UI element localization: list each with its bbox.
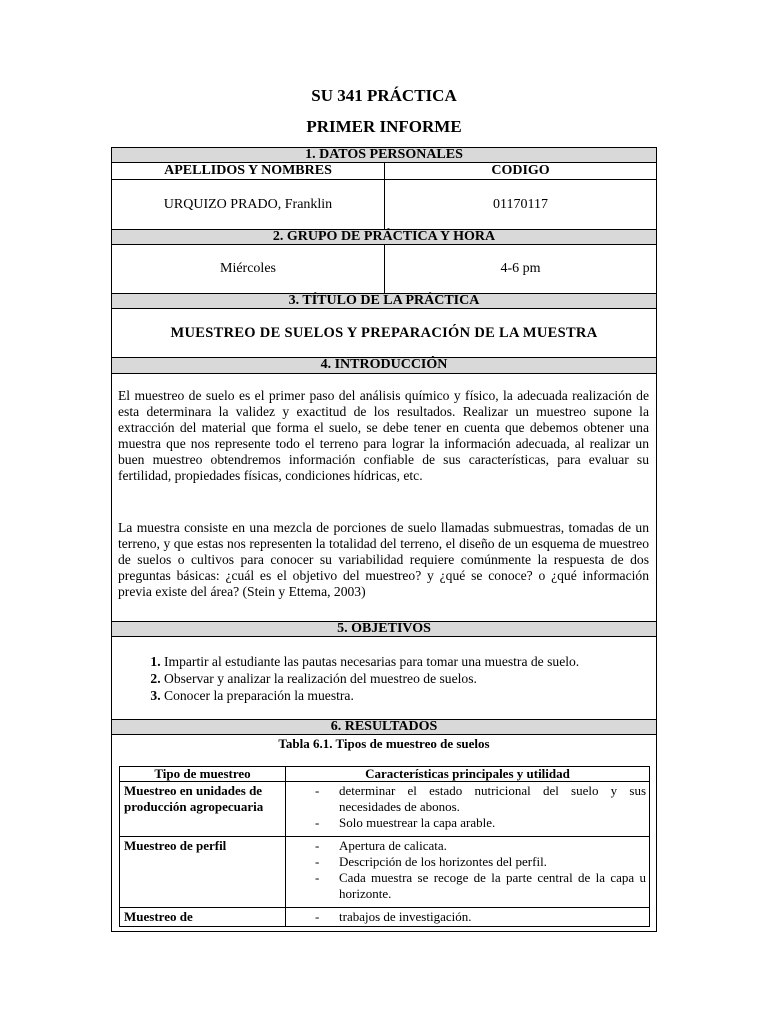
table-caption: Tabla 6.1. Tipos de muestreo de suelos (278, 736, 490, 751)
sampling-type: Muestreo de perfil (120, 837, 286, 908)
practice-title: MUESTREO DE SUELOS Y PREPARACIÓN DE LA MUESTRA (170, 324, 598, 341)
group-values (112, 245, 656, 293)
sampling-type: Muestreo de (120, 908, 286, 927)
intro-paragraph-1: El muestreo de suelo es el primer paso del análisis químico y físico, la adecuada realización de esta determinara la validez y exactitud de los resultados. Realizar un muestreo supone la extracción del material que forma el suelo, se debe tener en cuenta que debemos obtener una muestra que nos represente todo el terreno para lograr la información adecuada, al realizar un buen muestreo obtendremos información confiable de sus características, para evaluar su fertilidad, propiedades físicas, condiciones hídricas, etc. (118, 388, 649, 483)
practice-hour: 4-6 pm (500, 261, 541, 276)
results-body (112, 735, 656, 932)
table-row (120, 782, 650, 837)
characteristic-item: - Apertura de calicata. (339, 838, 646, 854)
document-title: SU 341 PRÁCTICA (311, 86, 457, 105)
characteristics-cell (286, 908, 650, 927)
column-header-codigo: CODIGO (491, 163, 550, 178)
section-header-introduccion: 4. INTRODUCCIÓN (112, 357, 656, 374)
section-header-titulo: 3. TÍTULO DE LA PRÁCTICA (112, 293, 656, 309)
report-form (111, 147, 657, 932)
characteristic-item: - Cada muestra se recoge de la parte central de la capa u horizonte. (339, 870, 646, 902)
student-name: URQUIZO PRADO, Franklin (163, 196, 333, 212)
section-header-objetivos: 5. OBJETIVOS (112, 621, 656, 637)
table-row (120, 837, 650, 908)
objective-item: 2. Observar y analizar la realización del muestreo de suelos. (164, 670, 579, 687)
objective-item: 1. Impartir al estudiante las pautas necesarias para tomar una muestra de suelo. (164, 653, 579, 670)
introduction-body (112, 374, 656, 621)
characteristics-cell (286, 782, 650, 837)
characteristic-item: - Descripción de los horizontes del perfil. (339, 854, 646, 870)
sampling-type: Muestreo en unidades de producción agropecuaria (120, 782, 286, 837)
table-header-row (120, 767, 650, 782)
column-header-apellidos: APELLIDOS Y NOMBRES (164, 163, 332, 178)
characteristic-item: - Solo muestrear la capa arable. (339, 815, 646, 831)
section-header-resultados: 6. RESULTADOS (112, 719, 656, 735)
personal-data-values (112, 180, 656, 229)
sampling-types-table (119, 766, 650, 927)
section-header-datos-personales: 1. DATOS PERSONALES (112, 148, 656, 163)
practice-day: Miércoles (220, 261, 276, 276)
student-code: 01170117 (493, 196, 548, 212)
table-row (120, 908, 650, 927)
section-header-grupo: 2. GRUPO DE PRÁCTICA Y HORA (112, 229, 656, 245)
objective-item: 3. Conocer la preparación la muestra. (164, 687, 579, 704)
document-subtitle: PRIMER INFORME (306, 117, 462, 136)
objectives-body (112, 637, 656, 719)
intro-paragraph-2: La muestra consiste en una mezcla de porciones de suelo llamadas submuestras, tomadas de un terreno, y que estas nos representen la totalidad del terreno, el diseño de un esquema de muestreo de suelos o cultivos para conocer su variabilidad requiere comúnmente la respuesta de dos preguntas básicas: ¿cuál es el objetivo del muestreo? y ¿qué se conoce? o ¿qué información previa existe del área? (Stein y Ettema, 2003) (118, 520, 649, 599)
table-header-tipo: Tipo de muestreo (120, 767, 286, 782)
characteristics-cell (286, 837, 650, 908)
characteristic-item: - determinar el estado nutricional del suelo y sus necesidades de abonos. (339, 783, 646, 815)
practice-title-row (112, 309, 656, 357)
objectives-list (140, 653, 579, 704)
characteristic-item: - trabajos de investigación. (339, 909, 646, 925)
personal-data-column-headers (112, 163, 656, 180)
table-header-caracteristicas: Características principales y utilidad (286, 767, 650, 782)
